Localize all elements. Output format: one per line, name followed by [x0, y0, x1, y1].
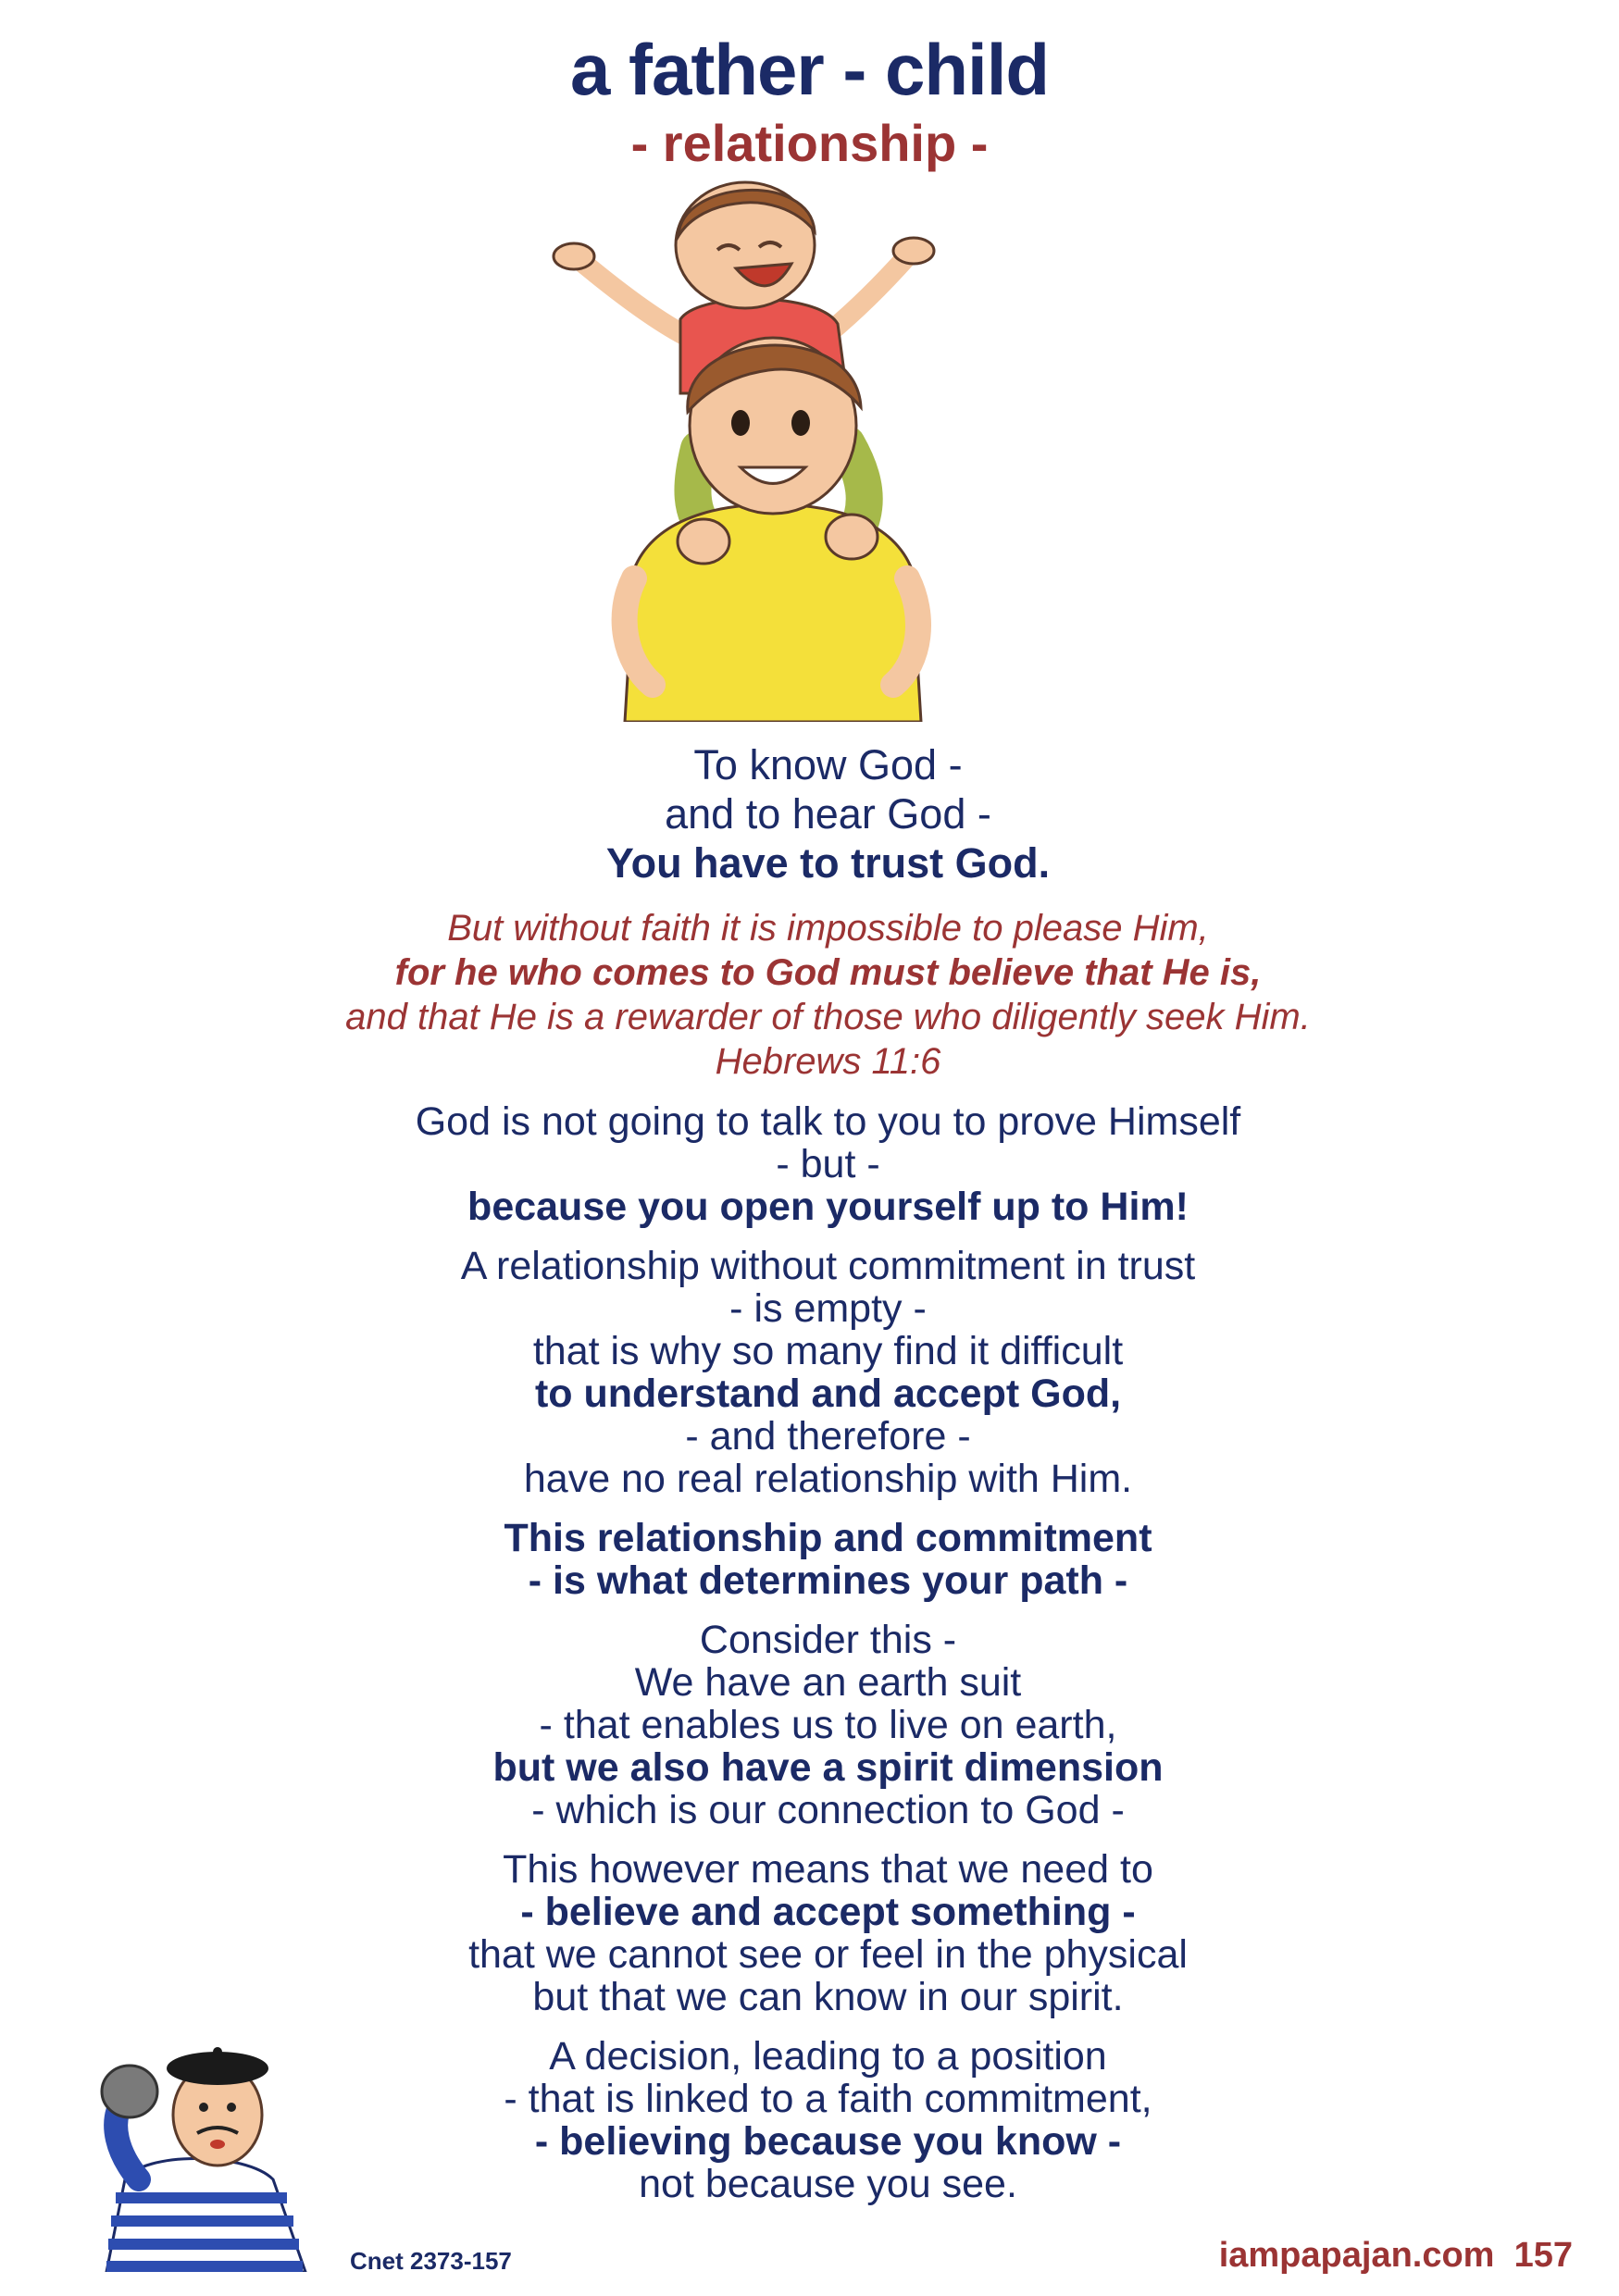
footer-site-page: [1219, 2236, 1573, 2276]
text-line: for he who comes to God must believe that He is,: [394, 952, 1262, 993]
footer-code: Cnet 2373-157: [350, 2247, 512, 2275]
text-line: and to hear God -: [665, 790, 991, 838]
text-line: that we cannot see or feel in the physical: [468, 1932, 1188, 1977]
text-line: have no real relationship with Him.: [523, 1457, 1133, 1501]
text-line: - which is our connection to God -: [531, 1788, 1125, 1832]
text-line: You have to trust God.: [605, 839, 1051, 887]
stanza: [213, 1245, 1443, 1500]
text-line: - is what determines your path -: [528, 1558, 1128, 1603]
mime-character-illustration: [88, 2041, 333, 2272]
text-line: but we also have a spirit dimension: [492, 1745, 1164, 1790]
text-line: because you open yourself up to Him!: [467, 1185, 1189, 1229]
text-line: A relationship without commitment in trust: [460, 1244, 1196, 1288]
text-line: - believe and accept something -: [520, 1890, 1136, 1934]
text-line: not because you see.: [639, 2162, 1017, 2206]
text-line: - but -: [776, 1142, 880, 1186]
scripture-verse: [213, 906, 1443, 1084]
text-line: - is empty -: [729, 1286, 927, 1331]
text-line: Hebrews 11:6: [715, 1041, 941, 1082]
text-line: but that we can know in our spirit.: [532, 1975, 1124, 2019]
body-text: [213, 740, 1443, 2222]
text-line: God is not going to talk to you to prove Himself: [415, 1099, 1241, 1144]
text-line: - believing because you know -: [534, 2119, 1122, 2164]
text-line: Consider this -: [699, 1618, 957, 1662]
text-line: This however means that we need to: [503, 1847, 1153, 1892]
text-line: that is why so many find it difficult: [532, 1329, 1124, 1373]
text-line: A decision, leading to a position: [549, 2034, 1107, 2079]
text-line: To know God -: [693, 741, 963, 788]
stanza: [213, 1619, 1443, 1831]
text-line: and that He is a rewarder of those who diligently seek Him.: [345, 997, 1311, 1037]
text-line: to understand and accept God,: [534, 1371, 1122, 1416]
text-line: But without faith it is impossible to please Him,: [447, 908, 1209, 949]
text-line: - and therefore -: [685, 1414, 971, 1458]
father-child-illustration: [551, 180, 995, 722]
text-line: - that is linked to a faith commitment,: [504, 2077, 1152, 2121]
page-subtitle: - relationship -: [630, 114, 989, 172]
text-line: We have an earth suit: [634, 1660, 1022, 1705]
stanza: [213, 740, 1443, 887]
text-line: This relationship and commitment: [504, 1516, 1152, 1560]
footer-site: iampapajan.com: [1218, 2236, 1495, 2275]
page-number: 157: [1513, 2236, 1573, 2275]
text-line: - that enables us to live on earth,: [539, 1703, 1117, 1747]
stanza: [213, 1848, 1443, 2018]
page-title: a father - child: [569, 29, 1050, 110]
stanza: [213, 2035, 1443, 2205]
stanza: [213, 1517, 1443, 1602]
stanza: [213, 1100, 1443, 1228]
